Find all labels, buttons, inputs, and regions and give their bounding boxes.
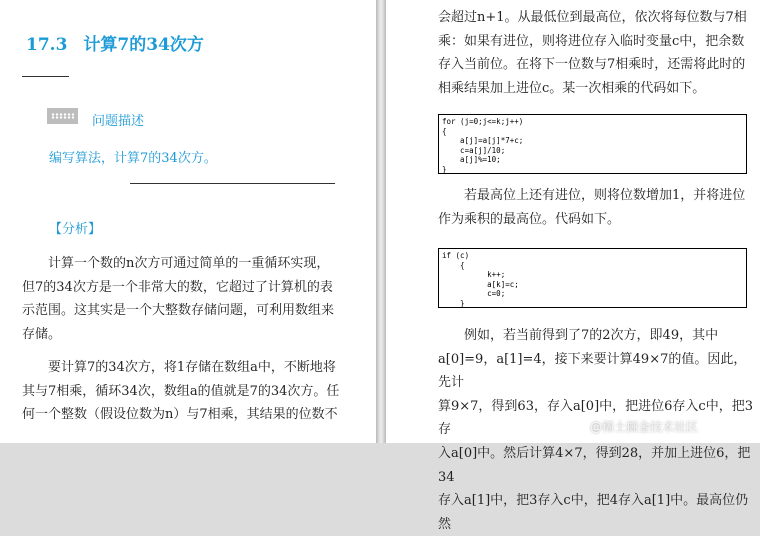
paragraph-carry — [438, 184, 753, 231]
code-line: a[j]%=10; — [442, 155, 501, 165]
page-gutter — [376, 0, 386, 443]
code-block-loop — [438, 114, 747, 174]
text-line: 作为乘积的最高位。代码如下。 — [438, 211, 621, 227]
section-rule — [22, 76, 69, 77]
code-line: k++; — [442, 270, 506, 280]
text-line: 若最高位上还有进位，则将位数增加1，并将进位 — [464, 188, 746, 203]
text-line: 存入a[1]中，把3存入c中，把4存入a[1]中。最高位仍然 — [438, 493, 749, 532]
code-line: for (j=0;j<=k;j++) — [442, 117, 524, 126]
paragraph-continue — [438, 6, 753, 100]
text-line: 但7的34次方是一个非常大的数，它超过了计算机的表 — [22, 279, 333, 295]
code-line: c=a[j]/10; — [442, 145, 506, 155]
text-line: 何一个整数（假设位数为n）与7相乘，其结果的位数不 — [22, 407, 338, 423]
text-line: 相乘结果加上进位c。某一次相乘的代码如下。 — [438, 80, 706, 96]
task-statement: 编写算法，计算7的34次方。 — [49, 151, 217, 166]
section-title — [26, 30, 204, 55]
code-line: } — [442, 164, 447, 174]
paragraph-method — [22, 356, 340, 427]
text-line: 会超过n+1。从最低位到最高位，依次将每位数与7相 — [438, 10, 747, 25]
text-line: 例如，若当前得到了7的2次方，即49，其中 — [464, 328, 719, 343]
paragraph-intro — [22, 252, 340, 346]
text-line: 入a[0]中。然后计算4×7，得到28，并加上进位6，把34 — [438, 445, 751, 485]
code-line: a[j]=a[j]*7+c; — [442, 136, 524, 146]
text-line: 计算一个数的n次方可通过简单的一重循环实现， — [48, 256, 330, 271]
code-line: if (c) — [442, 251, 470, 260]
code-block-carry — [438, 248, 747, 308]
text-line: 要计算7的34次方，将1存储在数组a中，不断地将 — [48, 360, 336, 375]
watermark: @稀土掘金技术社区 — [590, 420, 699, 434]
problem-description-label: 问题描述 — [92, 114, 145, 129]
section-number: 17.3 — [26, 35, 68, 55]
code-line: } — [442, 298, 465, 308]
analysis-label: 【分析】 — [49, 222, 102, 237]
code-line: c=0; — [442, 289, 506, 299]
text-line: 示范围。这其实是一个大整数存储问题，可利用数组来 — [22, 303, 335, 319]
code-line: { — [442, 126, 447, 136]
text-line: 算9×7，得到63，存入a[0]中，把进位6存入c中，把3存 — [438, 398, 753, 438]
problem-icon — [47, 108, 78, 124]
code-line: a[k]=c; — [442, 279, 519, 289]
task-rule — [130, 183, 335, 184]
text-line: 存入当前位。在将下一位数与7相乘时，还需将此时的 — [438, 57, 746, 73]
text-line: 存储。 — [22, 326, 62, 342]
text-line: a[0]=9，a[1]=4，接下来要计算49×7的值。因此，先计 — [438, 351, 747, 391]
text-line: 其与7相乘，循环34次，数组a的值就是7的34次方。任 — [22, 383, 340, 399]
code-line: { — [442, 260, 465, 270]
text-line: 乘：如果有进位，则将进位存入临时变量c中，把余数 — [438, 33, 745, 49]
section-title-text: 计算7的34次方 — [83, 35, 204, 55]
